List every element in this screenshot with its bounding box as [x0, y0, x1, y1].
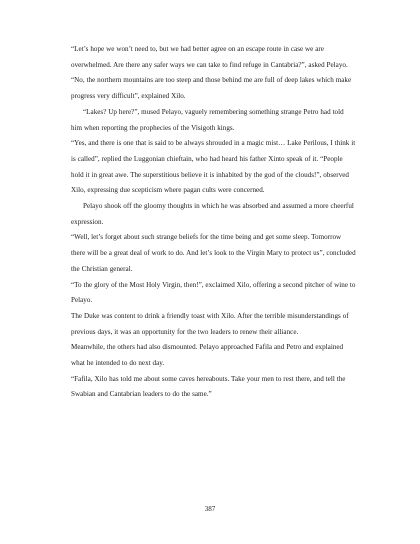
paragraph-1: “Let’s hope we won’t need to, but we had better agree on an escape route in case we are overwhelmed. Are there any safer ways we can take to find refuge in Cantabria?”, asked Pelayo. [71, 45, 348, 69]
paragraph-8: The Duke was content to drink a friendly toast with Xilo. After the terrible misunderstandings of previous days, it was an opportunity for the two leaders to renew their alliance. [71, 311, 349, 336]
paragraph-4: “Yes, and there is one that is said to be always shrouded in a magic mist… Lake Perilous, I think it is called”, replied the Luggonian chieftain, who had heard his father Xinto speak of it. “People hold it in great awe. The superstitious believe it is inhabited by the god of the clouds!”, observed Xilo, expressing due scepticism where pagan cults were concerned. [71, 139, 356, 195]
paragraph-7: “To the glory of the Most Holy Virgin, then!”, exclaimed Xilo, offering a second pitcher of wine to Pelayo. [71, 280, 356, 305]
paragraph-9: Meanwhile, the others had also dismounted. Pelayo approached Fafila and Petro and explained what he intended to do next day. [71, 343, 344, 368]
paragraph-5: Pelayo shook off the gloomy thoughts in which he was absorbed and assumed a more cheerful expression. [71, 202, 354, 226]
page-number: 387 [204, 505, 216, 513]
paragraph-6: “Well, let’s forget about such strange beliefs for the time being and get some sleep. Tomorrow there will be a great deal of work to do. And let’s look to the Virgin Mary to protect us”, concluded the Christian general. [71, 233, 356, 273]
paragraph-3: “Lakes? Up here?”, mused Pelayo, vaguely remembering something strange Petro had told him when reporting the prophecies of the Visigoth kings. [71, 107, 344, 132]
paragraph-2: “No, the northern mountains are too steep and those behind me are full of deep lakes which make progress very difficult”, explained Xilo. [71, 76, 352, 101]
body-text [71, 42, 356, 403]
paragraph-10: “Fafila, Xilo has told me about some caves hereabouts. Take your men to rest there, and tell the Swabian and Cantabrian leaders to do the same.” [71, 374, 346, 399]
